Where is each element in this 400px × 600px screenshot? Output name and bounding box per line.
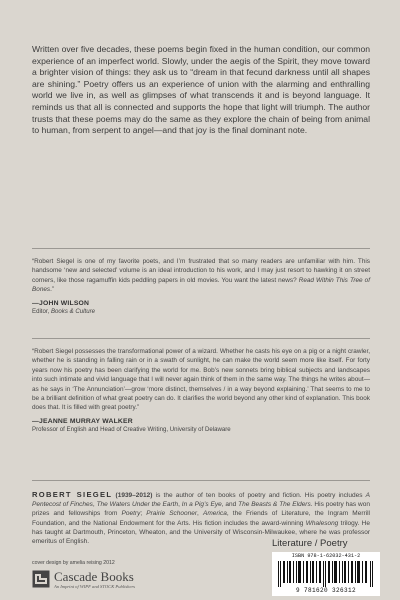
bio-text: , the Friends of Literature, the Ingram Merrill Foundation, and the National Endowment for the Arts. His fiction includes the award-winning — [32, 510, 370, 527]
bio-book-title: The Waters Under the Earth — [96, 501, 179, 509]
bio-publication: America — [203, 510, 227, 518]
isbn-label: ISBN 978-1-62032-431-2 — [291, 553, 361, 559]
author-name: ROBERT SIEGEL — [32, 490, 113, 499]
bio-book-title: The Beasts & The Elders — [238, 501, 311, 509]
bio-text: , and — [221, 501, 239, 509]
role-text: Editor, — [32, 308, 51, 316]
divider — [32, 248, 370, 249]
cascade-logo-icon — [32, 570, 50, 588]
endorser-role — [32, 308, 370, 316]
isbn-barcode — [272, 552, 380, 596]
bio-text: . His poetry has won prizes and fellowships from — [32, 501, 370, 518]
bio-text: , — [197, 510, 203, 518]
publisher-logo — [32, 569, 182, 593]
isbn-digits: 9 781620 326312 — [295, 587, 356, 594]
divider — [32, 338, 370, 339]
description — [32, 44, 370, 137]
description-paragraph: Written over five decades, these poems begin fixed in the human condition, our common experience of an imperfect world. Slowly, under the aegis of the Spirit, they move toward a brighter vision of things: they ask us to “dream in that fecund darkness until all shapes are shining.” Poetry offers us an experience of union with the alarming and enthralling world we live in, as well as glimpses of what transcends it and is beyond language. It reminds us that all is connected and supports the hope that light will triumph. The author trusts that these poems may do the same as they explore the chain of being from animal to human, from serpent to angel—and that joy is the final dominant note. — [32, 44, 370, 136]
genre-label: Literature / Poetry — [272, 538, 348, 549]
bio-text: , — [178, 501, 182, 509]
bio-text: is the author of ten books of poetry and fiction. His poetry includes — [152, 492, 366, 499]
endorser-name: —JOHN WILSON — [32, 299, 90, 307]
bio-publication: Prairie Schooner — [146, 510, 198, 518]
barcode-icon — [276, 561, 376, 587]
quote-text: “Robert Siegel is one of my favorite poets, and I’m frustrated that so many readers are unfamiliar with him. This handsome ‘new and selected’ volume is an ideal introduction to his work, and I may just resort to hawking it on street corners, like those ragamuffin kids peddling papers in old movies. You want the latest news? — [32, 258, 370, 284]
bio-book-title: A Pentecost of Finches — [32, 492, 371, 509]
divider — [32, 480, 370, 481]
bio-book-title: Whalesong — [305, 519, 339, 527]
quote-book-title: Read Within This Tree of Bones — [32, 276, 370, 294]
bio-text: , — [92, 501, 97, 509]
endorsement-text — [32, 257, 370, 295]
endorser-role: Professor of English and Head of Creative Writing, University of Delaware — [32, 426, 231, 434]
publisher-name: Cascade Books — [54, 569, 134, 584]
bio-publication: Poetry — [121, 510, 141, 518]
endorsement-wilson — [32, 257, 370, 316]
role-publication: Books & Culture — [50, 308, 95, 316]
endorsement-walker — [32, 347, 370, 434]
publisher-imprint: An Imprint of WIPF and STOCK Publishers — [54, 584, 136, 589]
bio-text: ; — [140, 510, 147, 518]
author-dates: (1939–2012) — [115, 492, 153, 499]
cover-design-credit: cover design by amelia reising 2012 — [32, 560, 115, 566]
quote-end: .” — [50, 286, 55, 294]
endorsement-text: “Robert Siegel possesses the transformational power of a wizard. Whether he casts his eye on a pig or a night crawler, whether he is standing in falling rain or in a swath of sunlight, he can make the world seem more like itself. For forty years now his poetry has been clarifying the world for me. Bob’s new sonnets bring biblical subjects and landscapes into such intimate and vivid language that I will never again think of them in the same way. The things he writes about—as he says in ‘The Annunciation’—grow ‘more distinct, themselves / in a way beyond explaining.’ That seems to me to be a brilliant definition of what great poetry can do. It clarifies the world beyond any other kind of explanation. This book does that. It is filled with great poetry.” — [32, 348, 370, 412]
bio-text: trilogy. He has taught at Dartmouth, Princeton, Wheaton, and the University of Wisconsin-Milwaukee, where he was professor emeritus of English. — [32, 519, 370, 546]
endorser-name: —JEANNE MURRAY WALKER — [32, 417, 133, 425]
bio-book-title: In a Pig’s Eye — [181, 501, 222, 509]
